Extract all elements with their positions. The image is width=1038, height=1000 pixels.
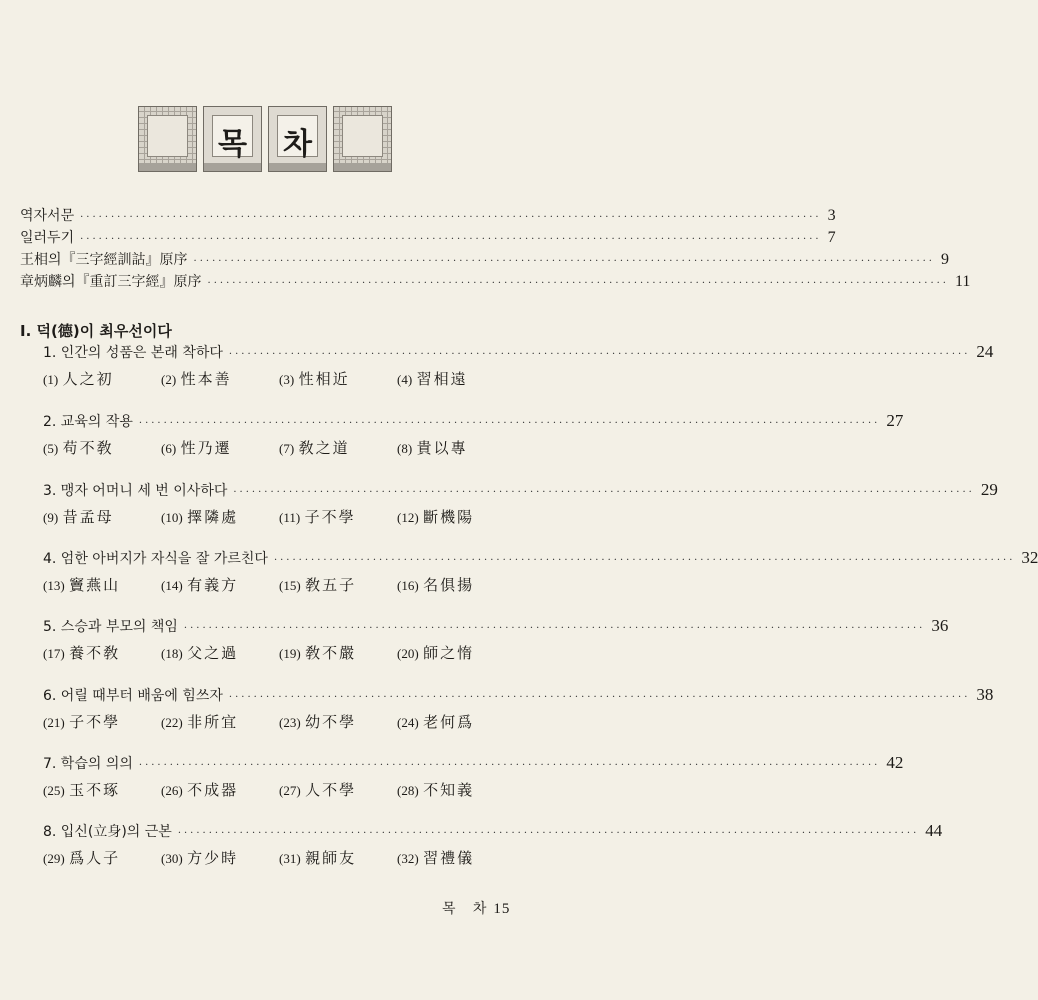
entry-page: 11: [954, 273, 971, 290]
footer-label: 목 차: [442, 901, 488, 917]
sub-entry: (27) 人不學: [279, 781, 357, 799]
dot-leader: ························································································································: [273, 555, 1016, 566]
sub-entry: (10) 擇隣處: [161, 508, 239, 526]
chapter-label: 1. 인간의 성품은 본래 착하다: [43, 345, 223, 361]
sub-entry-row: [43, 642, 516, 664]
toc-entry[interactable]: [20, 249, 949, 271]
toc-entry[interactable]: [20, 271, 971, 293]
sub-entry: (4) 習相遠: [397, 370, 468, 388]
dot-leader: ························································································································: [138, 418, 881, 429]
sub-entry: (23) 幼不學: [279, 713, 357, 731]
chapter-entry[interactable]: [43, 411, 904, 459]
chapter-page: 27: [886, 411, 904, 430]
chapter-entry[interactable]: [43, 548, 1038, 596]
entry-label: 일러두기: [20, 230, 75, 246]
dot-leader: ························································································································: [80, 234, 822, 245]
sub-entry-row: [43, 779, 516, 801]
sub-entry: (1) 人之初: [43, 370, 114, 388]
entry-page: 7: [827, 229, 836, 246]
chapter-label: 2. 교육의 작용: [43, 414, 133, 430]
chapter-page: 36: [931, 616, 949, 635]
toc-entry[interactable]: [20, 227, 836, 249]
chapter-page: 42: [886, 753, 904, 772]
sub-entry: (3) 性相近: [279, 370, 350, 388]
sub-entry: (14) 有義方: [161, 576, 239, 594]
sub-entry: (31) 親師友: [279, 849, 357, 867]
sub-entry: (20) 師之惰: [397, 644, 475, 662]
sub-entry: (21) 子不學: [43, 713, 121, 731]
sub-entry: (12) 斷機陽: [397, 508, 475, 526]
sub-entry: (7) 敎之道: [279, 439, 350, 457]
section-heading: Ⅰ. 덕(德)이 최우선이다: [20, 322, 172, 340]
dot-leader: ························································································································: [80, 212, 822, 223]
chapter-entry[interactable]: [43, 342, 994, 390]
dot-leader: ························································································································: [193, 256, 935, 267]
sub-entry: (11) 子不學: [279, 508, 356, 526]
dot-leader: ························································································································: [177, 828, 920, 839]
sub-entry: (15) 敎五子: [279, 576, 357, 594]
toc-entry[interactable]: [20, 205, 836, 227]
chapter-label: 4. 엄한 아버지가 자식을 잘 가르친다: [43, 551, 268, 567]
dot-leader: ························································································································: [228, 349, 971, 360]
page-number: 15: [493, 901, 511, 917]
sub-entry-row: [43, 368, 516, 390]
sub-entry-row: [43, 506, 516, 528]
title-tile-1: [203, 106, 262, 172]
sub-entry-row: [43, 574, 516, 596]
sub-entry: (5) 苟不敎: [43, 439, 114, 457]
title-tile-left: [138, 106, 197, 172]
chapter-page: 38: [976, 685, 994, 704]
sub-entry: (24) 老何爲: [397, 713, 475, 731]
sub-entry: (30) 方少時: [161, 849, 239, 867]
dot-leader: ························································································································: [138, 760, 881, 771]
sub-entry: (6) 性乃遷: [161, 439, 232, 457]
sub-entry: (25) 玉不琢: [43, 781, 121, 799]
sub-entry: (16) 名俱揚: [397, 576, 475, 594]
chapter-entry[interactable]: [43, 753, 904, 801]
sub-entry: (17) 養不敎: [43, 644, 121, 662]
sub-entry: (18) 父之過: [161, 644, 239, 662]
entry-page: 9: [940, 251, 949, 268]
sub-entry-row: [43, 711, 516, 733]
sub-entry: (26) 不成器: [161, 781, 239, 799]
dot-leader: ························································································································: [228, 692, 971, 703]
chapter-label: 6. 어릴 때부터 배움에 힘쓰자: [43, 688, 223, 704]
chapter-entry[interactable]: [43, 685, 994, 733]
chapter-entry[interactable]: [43, 616, 949, 664]
chapter-label: 8. 입신(立身)의 근본: [43, 824, 172, 840]
chapter-page: 32: [1021, 548, 1038, 567]
title-tile-right: [333, 106, 392, 172]
chapter-page: 29: [980, 480, 998, 499]
toc-title-banner: [138, 106, 392, 172]
sub-entry: (29) 爲人子: [43, 849, 121, 867]
chapter-label: 5. 스승과 부모의 책임: [43, 619, 178, 635]
front-matter-list: [20, 205, 971, 293]
dot-leader: ························································································································: [183, 623, 926, 634]
entry-label: 章炳麟의『重訂三字經』原序: [20, 274, 202, 290]
sub-entry: (8) 貴以專: [397, 439, 468, 457]
sub-entry: (9) 昔孟母: [43, 508, 114, 526]
title-tile-2: [268, 106, 327, 172]
entry-page: 3: [827, 207, 836, 224]
sub-entry: (19) 敎不嚴: [279, 644, 357, 662]
entry-label: 王相의『三字經訓詁』原序: [20, 252, 188, 268]
dot-leader: ························································································································: [233, 487, 975, 498]
sub-entry-row: [43, 847, 516, 869]
title-char-2: 차: [283, 127, 312, 162]
dot-leader: ························································································································: [207, 278, 949, 289]
entry-label: 역자서문: [20, 208, 75, 224]
sub-entry: (13) 竇燕山: [43, 576, 121, 594]
sub-entry-row: [43, 437, 516, 459]
sub-entry: (22) 非所宜: [161, 713, 239, 731]
running-footer: [442, 898, 510, 918]
chapter-entry[interactable]: [43, 480, 998, 528]
title-char-1: 목: [218, 127, 247, 162]
chapter-label: 7. 학습의 의의: [43, 756, 133, 772]
sub-entry: (28) 不知義: [397, 781, 475, 799]
chapter-page: 44: [925, 821, 943, 840]
sub-entry: (2) 性本善: [161, 370, 232, 388]
chapter-page: 24: [976, 342, 994, 361]
chapter-label: 3. 맹자 어머니 세 번 이사하다: [43, 483, 228, 499]
sub-entry: (32) 習禮儀: [397, 849, 475, 867]
chapter-entry[interactable]: [43, 821, 943, 869]
